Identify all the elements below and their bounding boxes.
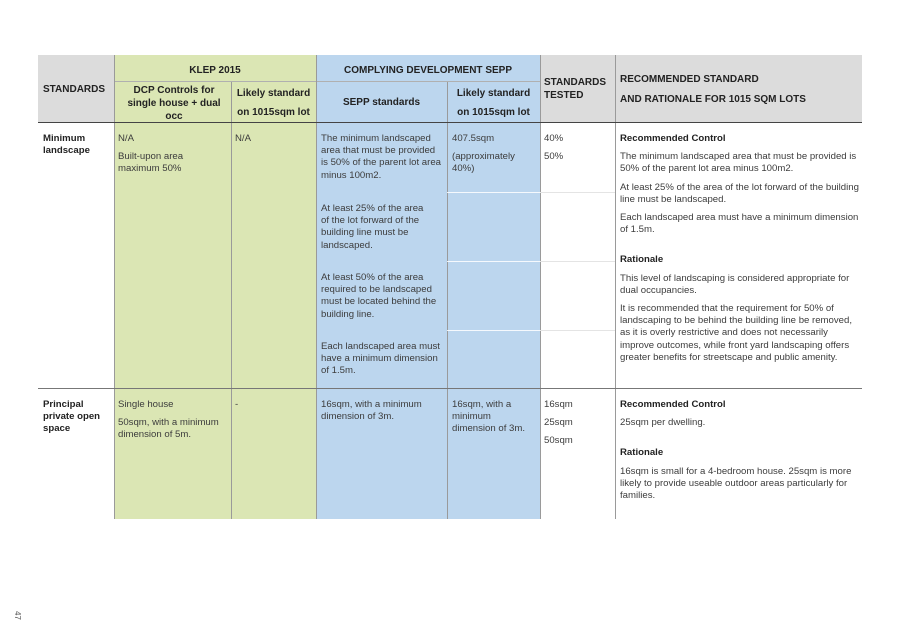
row1-rat-heading: Rationale <box>620 254 664 266</box>
row2-rec-text: 25sqm per dwelling. <box>620 417 706 429</box>
klep-column-bg <box>114 55 316 519</box>
row1-sepp-2: At least 25% of the area of the lot forward of the building line must be landscaped. <box>321 203 424 251</box>
row1-klep-likely: N/A <box>235 133 251 144</box>
row2-klep-likely: - <box>235 399 239 410</box>
row1-tested <box>544 133 612 163</box>
row2-sepp: 16sqm, with a minimum dimension of 3m. <box>321 399 422 423</box>
row1-dcp-line: Built-upon area maximum 50% <box>118 151 184 175</box>
header-sepp-likely-2: on 1015sqm lot <box>457 107 530 118</box>
header-klep-dcp: DCP Controls for single house + dual occ <box>127 85 221 122</box>
header-rule <box>38 122 862 123</box>
header-sepp-likely-1: Likely standard <box>456 88 531 99</box>
row2-tested <box>544 399 612 448</box>
header-recommended-2: AND RATIONALE FOR 1015 SQM LOTS <box>620 94 806 105</box>
col-line <box>540 55 541 519</box>
row1-rat-text: It is recommended that the requirement for 50% of landscaping to be behind the building line be removed, as it is overly restrictive and does not necessarily improve outcomes, while front yard landscaping offers greater benefits for streetscape and public amenity. <box>620 303 853 363</box>
header-group-divider <box>114 81 540 82</box>
row2-sepp-likely: 16sqm, with a minimum dimension of 3m. <box>452 399 526 435</box>
row2-recommendation <box>620 399 860 502</box>
row1-recommendation <box>620 133 860 364</box>
col-line <box>447 82 448 519</box>
row1-rat-text: This level of landscaping is considered appropriate for dual occupancies. <box>620 272 850 296</box>
row-standard-landscape: Minimum landscape <box>43 133 90 157</box>
row1-sepp-likely-line: 407.5sqm <box>452 133 495 144</box>
header-standards: STANDARDS <box>43 84 106 95</box>
header-recommended-1: RECOMMENDED STANDARD <box>620 74 759 85</box>
row2-rat-text: 16sqm is small for a 4-bedroom house. 25sqm is more likely to provide useable outdoor areas particularly for families. <box>620 465 852 502</box>
row1-sepp-likely-line: (approximately 40%) <box>452 151 515 175</box>
sub-separator <box>540 330 615 331</box>
header-sepp: COMPLYING DEVELOPMENT SEPP <box>344 65 512 76</box>
header-tested: STANDARDS TESTED <box>544 77 607 101</box>
row1-dcp <box>118 133 226 176</box>
row1-rec-text: Each landscaped area must have a minimum dimension of 1.5m. <box>620 212 859 236</box>
row2-dcp <box>118 399 228 442</box>
row2-rec-heading: Recommended Control <box>620 399 726 410</box>
row-standard-open-space: Principal private open space <box>43 399 101 435</box>
row1-tested-value: 50% <box>544 151 564 163</box>
row1-rec-text: At least 25% of the area of the lot forward of the building line must be landscaped. <box>620 181 859 205</box>
row1-sepp-likely <box>452 133 536 176</box>
col-line <box>615 55 616 519</box>
row2-tested-value: 50sqm <box>544 435 573 447</box>
col-line <box>231 82 232 519</box>
row2-dcp-line: 50sqm, with a minimum dimension of 5m. <box>118 417 219 441</box>
row1-dcp-line: N/A <box>118 133 134 144</box>
header-sepp-standards: SEPP standards <box>342 97 421 108</box>
row2-tested-value: 16sqm <box>544 399 573 410</box>
row1-rec-heading: Recommended Control <box>620 133 726 144</box>
sub-separator <box>540 261 615 262</box>
header-klep-likely-2: on 1015sqm lot <box>237 107 310 118</box>
page-number: 47 <box>13 611 22 620</box>
row2-dcp-line: Single house <box>118 399 174 410</box>
col-line <box>316 55 317 519</box>
sub-separator <box>540 192 615 193</box>
row2-tested-value: 25sqm <box>544 417 573 429</box>
row1-sepp-4: Each landscaped area must have a minimum dimension of 1.5m. <box>321 341 440 377</box>
header-klep-likely-1: Likely standard <box>236 88 311 99</box>
row1-sepp-3: At least 50% of the area required to be landscaped must be located behind the building line. <box>321 272 437 320</box>
row1-rec-text: The minimum landscaped area that must be provided is 50% of the parent lot area minus 100m2. <box>620 151 857 175</box>
row1-tested-value: 40% <box>544 133 564 144</box>
row2-rat-heading: Rationale <box>620 447 664 459</box>
col-line <box>114 55 115 519</box>
header-klep: KLEP 2015 <box>189 65 241 76</box>
row1-sepp-1: The minimum landscaped area that must be provided is 50% of the parent lot area minus 100m2. <box>321 133 441 181</box>
row-rule <box>38 388 862 389</box>
